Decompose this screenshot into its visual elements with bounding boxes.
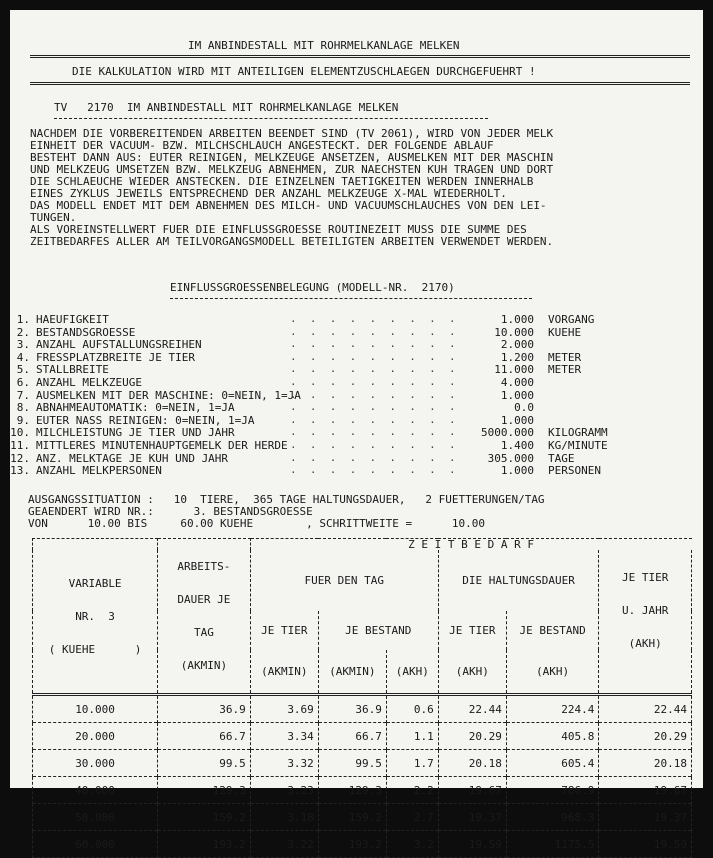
situation-line-1: AUSGANGSSITUATION : 10 TIERE, 365 TAGE HALTUNGSDAUER, 2 FUETTERUNGEN/TAG bbox=[28, 493, 545, 506]
parameter-number: 11. bbox=[10, 439, 30, 452]
table-cell: 0.6 bbox=[386, 695, 438, 723]
title-divider bbox=[30, 55, 690, 58]
parameter-number: 12. bbox=[10, 451, 30, 465]
parameter-label: STALLBREITE bbox=[36, 363, 109, 377]
col-hold-animal-header: JE TIER bbox=[438, 611, 506, 650]
parameter-label: ANZAHL MELKPERSONEN bbox=[36, 464, 162, 478]
table-header-row bbox=[33, 539, 692, 551]
table-cell: 968.3 bbox=[506, 804, 599, 831]
parameter-value: 1.400 bbox=[500, 439, 534, 452]
dot-leader: . . . . . . . . . bbox=[290, 463, 456, 477]
document-page bbox=[10, 10, 703, 851]
parameter-value: 1.000 bbox=[500, 413, 534, 427]
parameter-unit: KILOGRAMM bbox=[548, 426, 608, 440]
table-cell: 20.18 bbox=[599, 750, 692, 777]
parameter-value: 305.000 bbox=[487, 451, 534, 465]
description-line: ZEITBEDARFES ALLER AM TEILVORGANGSMODELL BETEILIGTEN ARBEITEN VERWENDET WERDEN. bbox=[30, 235, 554, 248]
unit-label: (AKH) bbox=[438, 650, 506, 694]
description-line: TUNGEN. bbox=[30, 211, 77, 224]
parameter-unit: METER bbox=[548, 350, 582, 364]
table-cell: 1175.5 bbox=[506, 831, 599, 858]
section-title: IM ANBINDESTALL MIT ROHRMELKANLAGE MELKEN bbox=[126, 101, 399, 114]
description-line: BESTEHT DANN AUS: EUTER REINIGEN, MELKZEUGE ANSETZEN, AUSMELKEN MIT DER MASCHIN bbox=[30, 151, 554, 164]
table-cell: 2.7 bbox=[386, 804, 438, 831]
parameters-heading: EINFLUSSGROESSENBELEGUNG (MODELL-NR. 2170) bbox=[170, 281, 455, 294]
section-code: TV bbox=[54, 101, 68, 114]
parameter-value: 0.0 bbox=[514, 401, 534, 415]
table-cell: 60.000 bbox=[33, 831, 158, 858]
table-cell: 3.2 bbox=[386, 831, 438, 858]
subtitle-divider bbox=[30, 82, 690, 85]
description-line: EINES ZYKLUS JEWEILS ENTSPRECHEND DER ANZAHL MELKZEUGE X-MAL WIEDERHOLT. bbox=[30, 187, 507, 200]
dot-leader: . . . . . . . . . bbox=[290, 362, 456, 376]
parameter-number: 7. bbox=[16, 388, 30, 402]
dot-leader: . . . . . . . . . bbox=[290, 412, 456, 426]
parameter-value: 1.000 bbox=[500, 313, 534, 326]
parameter-number: 8. bbox=[16, 401, 30, 415]
table-cell: 159.2 bbox=[158, 804, 251, 831]
table-cell: 193.2 bbox=[318, 831, 386, 858]
parameter-value: 1.000 bbox=[500, 388, 534, 402]
table-cell: 20.29 bbox=[599, 723, 692, 750]
table-cell: 786.9 bbox=[506, 777, 599, 804]
parameter-unit: VORGANG bbox=[548, 313, 595, 326]
parameter-unit: KG/MINUTE bbox=[548, 439, 608, 452]
table-cell: 1.7 bbox=[386, 750, 438, 777]
group-hold-header: DIE HALTUNGSDAUER bbox=[438, 550, 599, 611]
table-cell: 1.1 bbox=[386, 723, 438, 750]
parameter-unit: METER bbox=[548, 363, 582, 377]
unit-label: (AKH) bbox=[386, 650, 438, 694]
dot-leader: . . . . . . . . . bbox=[290, 312, 456, 325]
table-cell: 19.37 bbox=[438, 804, 506, 831]
parameter-number: 6. bbox=[16, 376, 30, 389]
table-cell: 19.59 bbox=[438, 831, 506, 858]
group-day-header: FUER DEN TAG bbox=[250, 550, 438, 611]
table-cell: 20.000 bbox=[33, 723, 158, 750]
dot-leader: . . . . . . . . . bbox=[290, 349, 456, 363]
unit-label: (AKH) bbox=[506, 650, 599, 694]
parameter-unit: TAGE bbox=[548, 451, 575, 465]
table-cell: 20.29 bbox=[438, 723, 506, 750]
parameter-value: 5000.000 bbox=[481, 426, 534, 440]
section-heading bbox=[54, 102, 398, 114]
table-cell: 99.5 bbox=[158, 750, 251, 777]
table-cell: 36.9 bbox=[318, 695, 386, 723]
parameter-label: ANZAHL AUFSTALLUNGSREIHEN bbox=[36, 338, 202, 352]
unit-label: (AKMIN) bbox=[250, 650, 318, 694]
dot-leader: . . . . . . . . . bbox=[290, 425, 456, 439]
situation-line-3: VON 10.00 BIS 60.00 KUEHE , SCHRITTWEITE = 10.00 bbox=[28, 517, 485, 530]
table-cell: 224.4 bbox=[506, 695, 599, 723]
parameter-label: EUTER NASS REINIGEN: 0=NEIN, 1=JA bbox=[36, 413, 255, 427]
page-subtitle: DIE KALKULATION WIRD MIT ANTEILIGEN ELEMENTZUSCHLAEGEN DURCHGEFUEHRT ! bbox=[72, 65, 536, 78]
col-variable-header: VARIABLE NR. 3 ( KUEHE ) bbox=[33, 539, 158, 695]
parameter-label: ANZAHL MELKZEUGE bbox=[36, 376, 142, 389]
table-row bbox=[33, 804, 692, 831]
table-cell: 30.000 bbox=[33, 750, 158, 777]
table-cell: 20.18 bbox=[438, 750, 506, 777]
table-cell: 10.000 bbox=[33, 695, 158, 723]
table-cell: 3.22 bbox=[250, 831, 318, 858]
table-cell: 2.2 bbox=[386, 777, 438, 804]
parameter-number: 2. bbox=[16, 325, 30, 339]
dot-leader: . . . . . . . . . bbox=[290, 450, 456, 464]
situation-line-2: GEAENDERT WIRD NR.: 3. BESTANDSGROESSE bbox=[28, 505, 313, 518]
table-cell: 66.7 bbox=[318, 723, 386, 750]
table-cell: 3.18 bbox=[250, 804, 318, 831]
table-row bbox=[33, 777, 692, 804]
parameter-label: FRESSPLATZBREITE JE TIER bbox=[36, 350, 195, 364]
parameter-value: 1.200 bbox=[500, 350, 534, 364]
parameter-label: BESTANDSGROESSE bbox=[36, 325, 136, 339]
table-cell: 3.23 bbox=[250, 777, 318, 804]
section-number: 2170 bbox=[87, 101, 114, 114]
parameter-label: MILCHLEISTUNG JE TIER UND JAHR bbox=[36, 426, 235, 440]
dot-leader: . . . . . . . . . bbox=[290, 400, 456, 414]
page-title: IM ANBINDESTALL MIT ROHRMELKANLAGE MELKEN bbox=[188, 39, 460, 52]
table-cell: 129.3 bbox=[318, 777, 386, 804]
description-line: DAS MODELL ENDET MIT DEM ABNEHMEN DES MILCH- UND VACUUMSCHLAUCHES VON DEN LEI- bbox=[30, 199, 547, 212]
dot-leader: . . . . . . . . . bbox=[290, 337, 456, 351]
description-line: DIE SCHLAEUCHE WIEDER ANSTECKEN. DIE EINZELNEN TAETIGKEITEN WERDEN INNERHALB bbox=[30, 175, 534, 188]
table-cell: 66.7 bbox=[158, 723, 251, 750]
table-cell: 159.2 bbox=[318, 804, 386, 831]
parameter-number: 10. bbox=[10, 426, 30, 440]
parameter-value: 2.000 bbox=[500, 338, 534, 352]
col-day-animal-header: JE TIER bbox=[250, 611, 318, 650]
parameter-label: MITTLERES MINUTENHAUPTGEMELK DER HERDE bbox=[36, 439, 288, 452]
table-cell: 22.44 bbox=[599, 695, 692, 723]
table-cell: 22.44 bbox=[438, 695, 506, 723]
col-hold-herd-header: JE BESTAND bbox=[506, 611, 599, 650]
table-cell: 19.67 bbox=[599, 777, 692, 804]
description-line: ALS VOREINSTELLWERT FUER DIE EINFLUSSGROESSE ROUTINEZEIT MUSS DIE SUMME DES bbox=[30, 223, 527, 236]
parameter-value: 4.000 bbox=[500, 376, 534, 389]
parameter-value: 10.000 bbox=[494, 325, 534, 339]
section-divider bbox=[54, 118, 488, 119]
dot-leader: . . . . . . . . . bbox=[290, 438, 456, 451]
parameter-unit: KUEHE bbox=[548, 325, 582, 339]
parameter-number: 4. bbox=[16, 350, 30, 364]
unit-label: (AKMIN) bbox=[318, 650, 386, 694]
table-cell: 129.3 bbox=[158, 777, 251, 804]
description-line: EINHEIT DER VACUUM- BZW. MILCHSCHLAUCH ANGESTECKT. DER FOLGENDE ABLAUF bbox=[30, 139, 494, 152]
description-line: UND MELKZEUG UMSETZEN BZW. MELKZEUG ABNEHMEN, ZUR NAECHSTEN KUH TRAGEN UND DORT bbox=[30, 163, 554, 176]
parameter-unit: PERSONEN bbox=[548, 464, 601, 478]
zeitbedarf-header: Z E I T B E D A R F bbox=[250, 539, 691, 551]
table-cell: 3.34 bbox=[250, 723, 318, 750]
parameter-label: ANZ. MELKTAGE JE KUH UND JAHR bbox=[36, 451, 229, 465]
table-row bbox=[33, 695, 692, 723]
parameter-label: HAEUFIGKEIT bbox=[36, 313, 109, 326]
table-cell: 405.8 bbox=[506, 723, 599, 750]
parameter-number: 1. bbox=[16, 313, 30, 326]
time-requirement-table bbox=[32, 538, 692, 858]
parameter-number: 13. bbox=[10, 464, 30, 478]
col-day-herd-header: JE BESTAND bbox=[318, 611, 438, 650]
table-cell: 3.32 bbox=[250, 750, 318, 777]
parameter-label: AUSMELKEN MIT DER MASCHINE: 0=NEIN, 1=JA bbox=[36, 388, 301, 402]
parameter-number: 3. bbox=[16, 338, 30, 352]
table-cell: 36.9 bbox=[158, 695, 251, 723]
table-cell: 3.69 bbox=[250, 695, 318, 723]
table-cell: 99.5 bbox=[318, 750, 386, 777]
table-row bbox=[33, 723, 692, 750]
table-cell: 193.2 bbox=[158, 831, 251, 858]
table-cell: 19.37 bbox=[599, 804, 692, 831]
dot-leader: . . . . . . . . . bbox=[290, 387, 456, 401]
parameter-number: 9. bbox=[16, 413, 30, 427]
parameter-value: 11.000 bbox=[494, 363, 534, 377]
description-line: NACHDEM DIE VORBEREITENDEN ARBEITEN BEENDET SIND (TV 2061), WIRD VON JEDER MELK bbox=[30, 127, 554, 140]
table-cell: 605.4 bbox=[506, 750, 599, 777]
col-workday-header: ARBEITS- DAUER JE TAG (AKMIN) bbox=[158, 539, 251, 695]
table-cell: 50.000 bbox=[33, 804, 158, 831]
parameter-label: ABNAHMEAUTOMATIK: 0=NEIN, 1=JA bbox=[36, 401, 235, 415]
col-year-header: JE TIER U. JAHR (AKH) bbox=[599, 550, 692, 695]
dot-leader: . . . . . . . . . bbox=[290, 375, 456, 388]
table-row bbox=[33, 831, 692, 858]
table-row bbox=[33, 750, 692, 777]
table-cell: 19.59 bbox=[599, 831, 692, 858]
parameter-number: 5. bbox=[16, 363, 30, 377]
table-cell: 40.000 bbox=[33, 777, 158, 804]
table-cell: 19.67 bbox=[438, 777, 506, 804]
parameters-divider bbox=[170, 298, 532, 299]
dot-leader: . . . . . . . . . bbox=[290, 324, 456, 338]
parameter-value: 1.000 bbox=[500, 464, 534, 478]
